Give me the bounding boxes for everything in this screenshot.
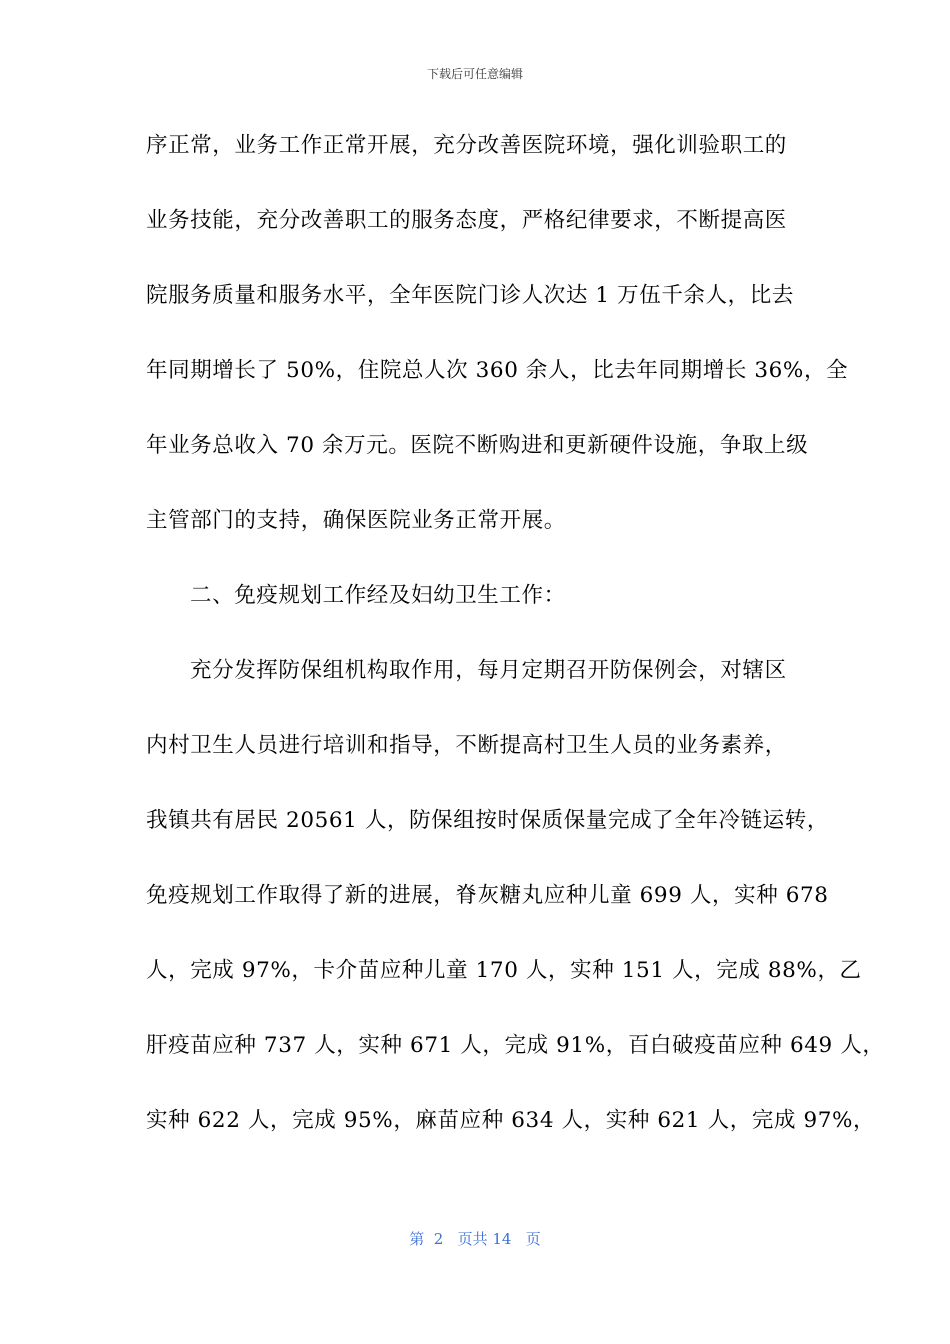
body-line-14: 实种 622 人，完成 95%，麻苗应种 634 人，实种 621 人，完成 97%，: [146, 1108, 876, 1133]
body-line-5: 年业务总收入 70 余万元。医院不断购进和更新硬件设施，争取上级: [146, 433, 809, 458]
section-heading: 二、免疫规划工作经及妇幼卫生工作：: [190, 583, 566, 608]
page-number-footer: 第 2 页共 14 页: [409, 1230, 541, 1248]
body-line-13: 肝疫苗应种 737 人，实种 671 人，完成 91%，百白破疫苗应种 649 人，: [146, 1033, 885, 1058]
body-line-4: 年同期增长了 50%，住院总人次 360 余人，比去年同期增长 36%，全: [146, 358, 849, 383]
body-line-9: 内村卫生人员进行培训和指导，不断提高村卫生人员的业务素养，: [146, 733, 787, 758]
page-header: 下载后可任意编辑: [426, 67, 523, 81]
document-body: [146, 128, 885, 1178]
body-line-3: 院服务质量和服务水平，全年医院门诊人次达 1 万伍千余人，比去: [146, 283, 794, 308]
body-line-2: 业务技能，充分改善职工的服务态度，严格纪律要求，不断提高医: [146, 208, 787, 233]
body-line-12: 人，完成 97%，卡介苗应种儿童 170 人，实种 151 人，完成 88%，乙: [146, 958, 862, 983]
body-line-8: 充分发挥防保组机构取作用，每月定期召开防保例会，对辖区: [190, 658, 787, 683]
body-line-1: 序正常，业务工作正常开展，充分改善医院环境，强化训验职工的: [146, 133, 787, 158]
body-line-10: 我镇共有居民 20561 人，防保组按时保质保量完成了全年冷链运转，: [146, 808, 829, 833]
body-line-6: 主管部门的支持，确保医院业务正常开展。: [146, 508, 566, 533]
body-line-11: 免疫规划工作取得了新的进展，脊灰糖丸应种儿童 699 人，实种 678: [146, 883, 829, 908]
